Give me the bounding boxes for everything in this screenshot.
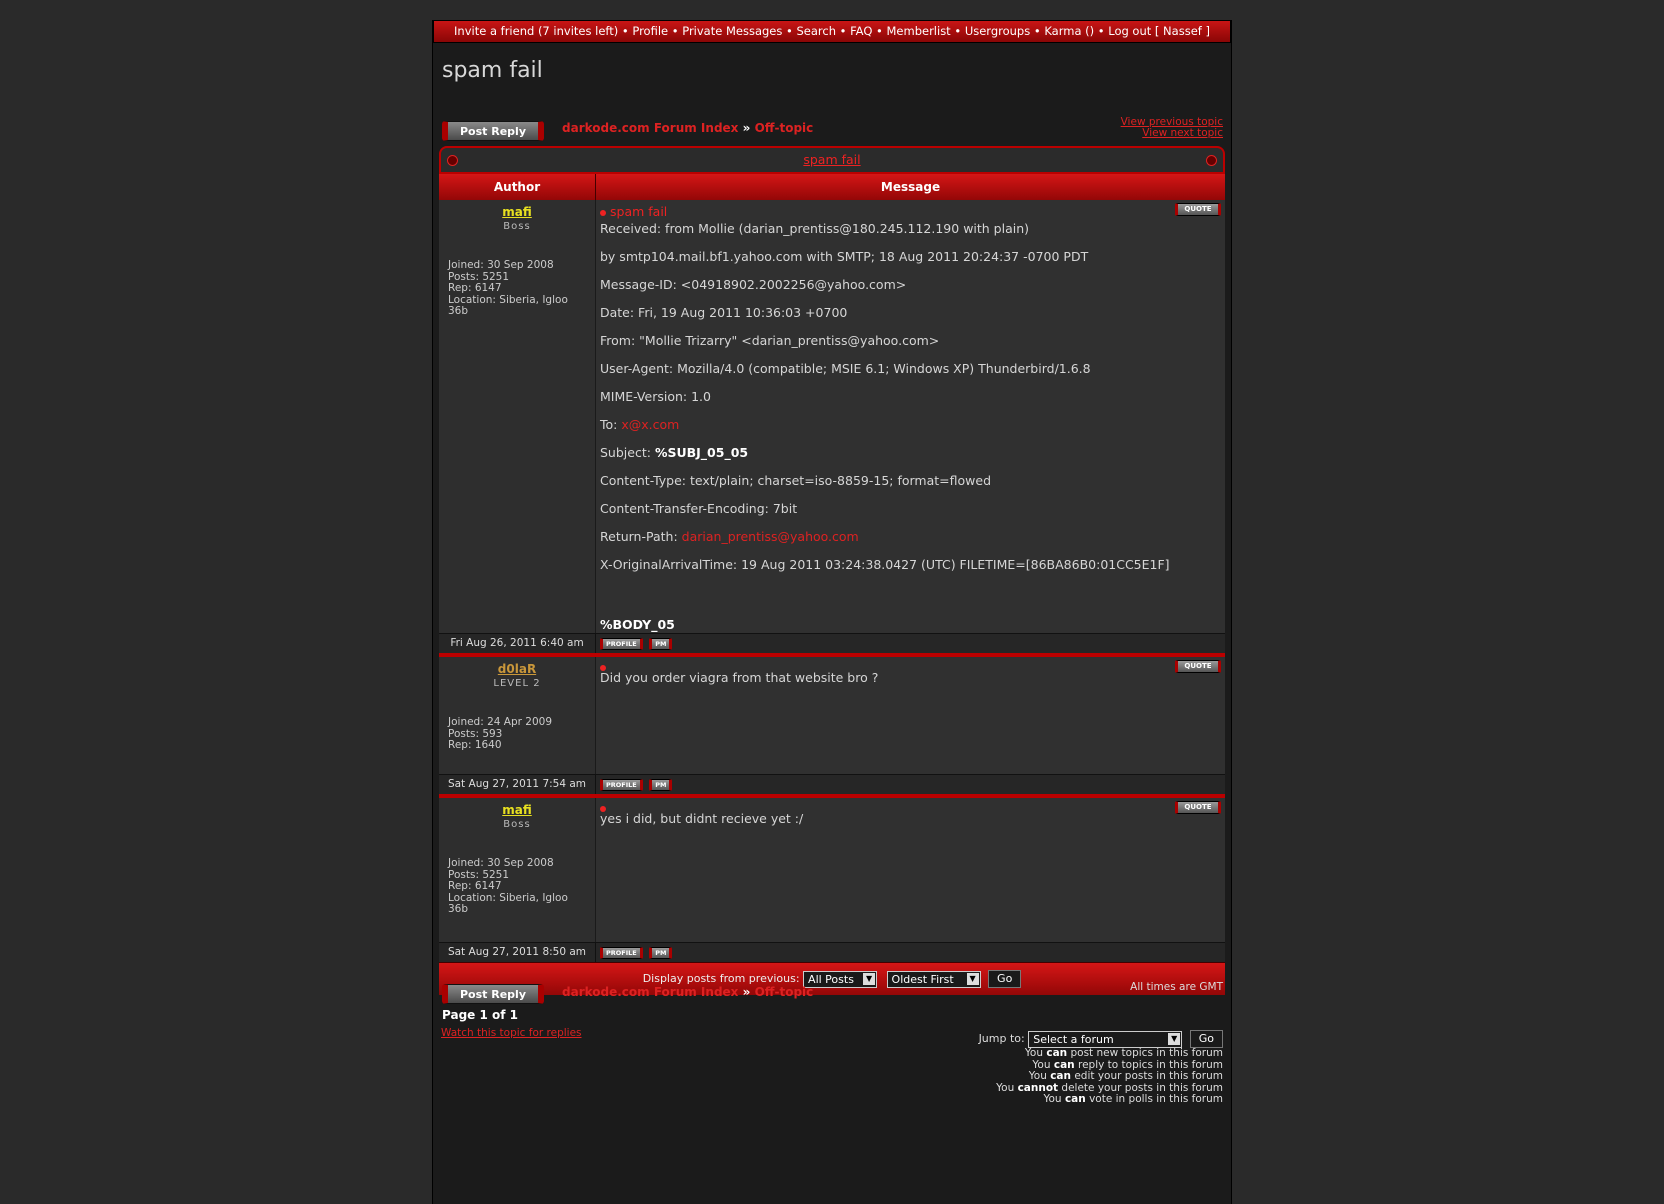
nav-private-messages[interactable]: Private Messages [682, 24, 783, 38]
email-link[interactable]: darian_prentiss@yahoo.com [681, 529, 859, 544]
topic-navigation [1121, 117, 1223, 139]
permission-verb: can [1053, 1058, 1075, 1071]
author-posts: Posts: 5251 [448, 270, 510, 283]
post-reply-button-top[interactable]: Post Reply [442, 121, 544, 141]
message-line: Received: from Mollie (darian_prentiss@180.245.112.190 with plain) [600, 221, 1030, 236]
post-footer [439, 942, 1225, 962]
jump-go-button[interactable]: Go [1190, 1030, 1223, 1048]
post-author-panel [439, 200, 596, 633]
post-message [596, 200, 1225, 633]
watch-topic-link[interactable]: Watch this topic for replies [441, 1027, 582, 1039]
post-3 [439, 794, 1225, 942]
permission-verb: can [1064, 1093, 1086, 1105]
message-line: by smtp104.mail.bf1.yahoo.com with SMTP; 18 Aug 2011 20:24:37 -0700 PDT [600, 249, 1089, 264]
page-container [432, 20, 1232, 1204]
pm-button[interactable]: PM [649, 947, 672, 959]
post-author-panel [439, 798, 596, 942]
message-line: User-Agent: Mozilla/4.0 (compatible; MSIE 6.1; Windows XP) Thunderbird/1.6.8 [600, 361, 1091, 376]
corner-dot-icon [1206, 155, 1217, 166]
nav-logout[interactable]: Log out [ Nassef ] [1108, 24, 1210, 38]
message-column-header: Message [880, 180, 941, 194]
nav-usergroups[interactable]: Usergroups [964, 24, 1031, 38]
message-line: X-OriginalArrivalTime: 19 Aug 2011 03:24:38.0427 (UTC) FILETIME=[86BA86B0:01CC5E1F] [600, 557, 1170, 572]
permission-pre: You [1024, 1047, 1044, 1059]
message-line: yes i did, but didnt recieve yet :/ [600, 811, 804, 826]
permission-post: delete your posts in this forum [1061, 1081, 1223, 1094]
nav-search[interactable]: Search [796, 24, 836, 38]
post-author-info [439, 717, 580, 752]
author-rep: Rep: 1640 [448, 739, 502, 751]
post-footer [439, 774, 1225, 794]
author-location: Location: Siberia, Igloo 36b [448, 891, 568, 915]
post-author-name[interactable]: mafi [502, 205, 532, 219]
permission-pre: You [1028, 1070, 1047, 1082]
post-message [596, 798, 1225, 942]
topic-title-link[interactable]: spam fail [803, 152, 861, 167]
post-subject [600, 204, 1221, 219]
chevron-down-icon: ▼ [1168, 1033, 1180, 1045]
post-actions [596, 775, 1225, 794]
return-path-label: Return-Path: [600, 529, 678, 544]
author-rep: Rep: 6147 [448, 880, 502, 892]
nav-separator: • [671, 24, 679, 38]
email-link[interactable]: x@x.com [621, 417, 680, 432]
message-line: From: "Mollie Trizarry" <darian_prentiss@yahoo.com> [600, 333, 940, 348]
display-posts-label: Display posts from previous: [642, 972, 800, 985]
chevron-down-icon: ▼ [863, 973, 875, 985]
author-location: Location: Siberia, Igloo 36b [448, 293, 568, 317]
post-footer [439, 633, 1225, 653]
message-line [600, 530, 1221, 544]
nav-separator: • [954, 24, 962, 38]
sort-order-select[interactable] [887, 971, 981, 988]
nav-invite[interactable]: Invite a friend (7 invites left) [454, 24, 619, 38]
post-actions [596, 943, 1225, 962]
pm-button[interactable]: PM [649, 779, 672, 791]
quote-button[interactable]: QUOTE [1175, 660, 1221, 673]
jump-to-label: Jump to: [978, 1032, 1025, 1045]
post-date: Sat Aug 27, 2011 7:54 am [439, 775, 596, 794]
pm-button[interactable]: PM [649, 638, 672, 650]
sort-order-value: Oldest First [891, 972, 954, 986]
nav-karma[interactable]: Karma () [1044, 24, 1095, 38]
post-2 [439, 653, 1225, 774]
post-author-panel [439, 657, 596, 774]
nav-profile[interactable]: Profile [632, 24, 669, 38]
breadcrumb-bottom [562, 985, 813, 999]
posts-filter-value: All Posts [808, 972, 854, 986]
profile-button[interactable]: PROFILE [600, 638, 643, 650]
breadcrumb-forum-index[interactable]: darkode.com Forum Index [562, 985, 739, 999]
post-1 [439, 200, 1225, 633]
posts-filter-select[interactable] [803, 971, 877, 988]
permission-post: vote in polls in this forum [1089, 1093, 1223, 1105]
subject-label: Subject: [600, 445, 651, 460]
profile-button[interactable]: PROFILE [600, 947, 643, 959]
topic-table [439, 146, 1225, 995]
nav-separator: • [876, 24, 883, 38]
breadcrumb-off-topic[interactable]: Off-topic [754, 121, 814, 135]
post-author-name[interactable]: mafi [502, 803, 532, 817]
nav-separator: • [1033, 24, 1041, 38]
permissions-list [996, 1048, 1223, 1106]
post-author-rank: Boss [503, 221, 531, 232]
author-joined: Joined: 30 Sep 2008 [448, 857, 554, 869]
chevron-down-icon: ▼ [967, 973, 979, 985]
permission-pre: You [1043, 1093, 1062, 1105]
post-message [596, 657, 1225, 774]
display-go-button[interactable]: Go [988, 970, 1021, 988]
jump-to [979, 1030, 1223, 1048]
page-indicator: Page 1 of 1 [442, 1008, 518, 1022]
post-actions [596, 634, 1225, 653]
view-previous-topic-link[interactable]: View previous topic [1120, 116, 1223, 128]
jump-to-select[interactable] [1028, 1031, 1182, 1048]
message-line: MIME-Version: 1.0 [600, 389, 711, 404]
message-line: Content-Type: text/plain; charset=iso-8859-15; format=flowed [600, 473, 992, 488]
message-line: Date: Fri, 19 Aug 2011 10:36:03 +0700 [600, 305, 848, 320]
post-author-rank: Boss [503, 819, 531, 830]
permission-line [996, 1094, 1223, 1106]
breadcrumb-off-topic[interactable]: Off-topic [754, 985, 814, 999]
nav-memberlist[interactable]: Memberlist [886, 24, 951, 38]
nav-separator: • [1097, 24, 1105, 38]
message-line: Message-ID: <04918902.2002256@yahoo.com> [600, 277, 907, 292]
author-joined: Joined: 30 Sep 2008 [448, 259, 554, 271]
table-header [439, 174, 1225, 200]
permission-pre: You [996, 1081, 1015, 1094]
post-reply-button-bottom[interactable]: Post Reply [442, 984, 544, 1004]
author-posts: Posts: 593 [448, 727, 503, 740]
post-author-name[interactable]: d0laR [497, 662, 537, 676]
post-subject-text: spam fail [610, 204, 668, 219]
permission-post: edit your posts in this forum [1074, 1070, 1223, 1082]
nav-separator: • [786, 24, 793, 38]
profile-button[interactable]: PROFILE [600, 779, 643, 791]
top-navigation [433, 20, 1231, 43]
permission-verb: cannot [1017, 1081, 1059, 1094]
message-body-placeholder: %BODY_05 [600, 617, 675, 632]
breadcrumb-top [562, 121, 813, 135]
author-column-header: Author [439, 174, 596, 200]
timezone-note: All times are GMT [1130, 981, 1223, 993]
post-date: Fri Aug 26, 2011 6:40 am [439, 634, 596, 653]
author-rep: Rep: 6147 [448, 282, 502, 294]
jump-to-value: Select a forum [1033, 1032, 1114, 1046]
corner-dot-icon [447, 155, 458, 166]
post-author-info [439, 858, 580, 916]
display-options-bar [439, 962, 1225, 995]
breadcrumb-forum-index[interactable]: darkode.com Forum Index [562, 121, 739, 135]
message-line: Content-Transfer-Encoding: 7bit [600, 501, 798, 516]
subject-value: %SUBJ_05_05 [654, 445, 749, 460]
post-author-rank: LEVEL 2 [493, 678, 541, 689]
permission-verb: can [1046, 1047, 1068, 1059]
permission-verb: can [1050, 1070, 1071, 1082]
message-line: Did you order viagra from that website bro ? [600, 670, 879, 685]
author-joined: Joined: 24 Apr 2009 [448, 716, 553, 728]
breadcrumb-separator: » [742, 985, 751, 999]
quote-button[interactable]: QUOTE [1175, 801, 1221, 814]
permission-post: post new topics in this forum [1070, 1047, 1223, 1059]
nav-separator: • [621, 24, 629, 38]
breadcrumb-separator: » [742, 121, 751, 135]
post-author-info [439, 260, 580, 318]
nav-faq[interactable]: FAQ [850, 24, 873, 38]
post-date: Sat Aug 27, 2011 8:50 am [439, 943, 596, 962]
post-icon [600, 210, 606, 216]
permission-pre: You [1032, 1058, 1051, 1071]
nav-separator: • [839, 24, 847, 38]
to-label: To: [600, 417, 618, 432]
view-next-topic-link[interactable]: View next topic [1142, 127, 1223, 139]
message-line [600, 446, 1221, 460]
permission-post: reply to topics in this forum [1078, 1058, 1223, 1071]
quote-button[interactable]: QUOTE [1175, 203, 1221, 216]
topic-table-title [439, 146, 1225, 174]
page-title: spam fail [442, 58, 543, 83]
author-posts: Posts: 5251 [448, 868, 510, 881]
message-line [600, 418, 1221, 432]
